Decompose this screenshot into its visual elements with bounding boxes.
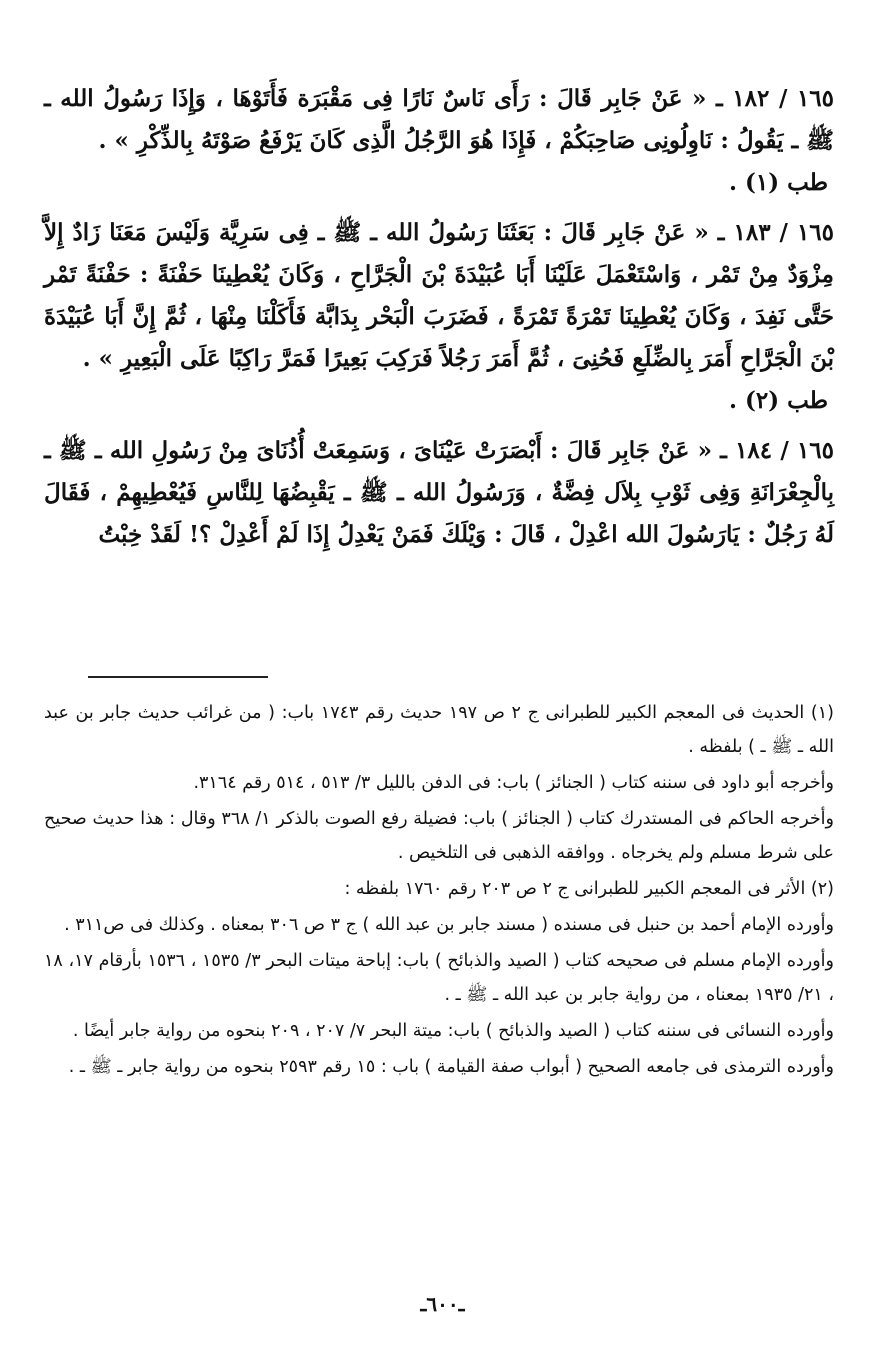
footnote-line: وأورده النسائى فى سننه كتاب ( الصيد والذبائح ) باب: ميتة البحر ٧/ ٢٠٧ ، ٢٠٩ بنحوه من رواية جابر أيضًا . (72, 1021, 834, 1041)
footnote-line: وأخرجه أبو داود فى سننه كتاب ( الجنائز ) باب: فى الدفن بالليل ٣/ ٥١٣ ، ٥١٤ رقم ٣١٦٤. (193, 773, 834, 793)
hadith-entry-182 (44, 78, 834, 204)
hadith-source: طب (١) . (728, 169, 828, 196)
footnote-line: وأورده الترمذى فى جامعه الصحيح ( أبواب صفة القيامة ) باب : ١٥ رقم ٢٥٩٣ بنحوه من رواية جابر ـ ﷺ ـ . (68, 1057, 834, 1077)
page-number: ـ٦٠٠ـ (420, 1292, 465, 1316)
footnotes-section (44, 696, 834, 1086)
footnote-line: (١) الحديث فى المعجم الكبير للطبرانى ج ٢ ص ١٩٧ حديث رقم ١٧٤٣ باب: ( من غرائب حديث جابر بن عبد الله ـ ﷺ ـ ) بلفظه . (44, 703, 834, 757)
footnote-line: وأخرجه الحاكم فى المستدرك كتاب ( الجنائز ) باب: فضيلة رفع الصوت بالذكر ١/ ٣٦٨ وقال : هذا حديث صحيح على شرط مسلم ولم يخرجاه . ووافقه الذهبى فى التلخيص . (44, 809, 834, 863)
hadith-text-section (44, 78, 834, 564)
hadith-text: ١٦٥ / ١٨٤ ـ « عَنْ جَابِر قَالَ : أَبْصَرَتْ عَيْنَاىَ ، وَسَمِعَتْ أُذُنَاىَ مِنْ رَسُولِ الله ـ ﷺ ـ بِالْجِعْرَانَةِ وَفِى ثَوْبِ بِلاَل فِضَّةٌ ، وَرَسُولُ الله ـ ﷺ ـ يَقْبِضُهَا لِلنَّاسِ فَيُعْطِيهِمْ ، فَقَالَ لَهُ رَجُلٌ : يَارَسُولَ الله اعْدِلْ ، قَالَ : وَيْلَكَ فَمَنْ يَعْدِلُ إِذَا لَمْ أَعْدِلْ ؟! لَقَدْ خِبْتُ (44, 437, 834, 548)
hadith-text: ١٦٥ / ١٨٣ ـ « عَنْ جَابِر قَالَ : بَعَثَنَا رَسُولُ الله ـ ﷺ ـ فِى سَرِيَّة وَلَيْسَ مَعَنَا زَادٌ إِلاَّ مِزْوَدٌ مِنْ تَمْر ، وَاسْتَعْمَلَ عَلَيْنَا أَبَا عُبَيْدَةَ بْنَ الْجَرَّاحِ ، وَكَانَ يُعْطِينَا حَفْنَةً : حَفْنَةً تَمْر حَتَّى نَفِدَ ، وَكَانَ يُعْطِينَا تَمْرَةً تَمْرَةً ، فَضَرَبَ الْبَحْر بِدَابَّة فَأَكَلْنَا مِنْهَا ، ثُمَّ إِنَّ أَبَا عُبَيْدَةَ بْنَ الْجَرَّاحِ أَمَرَ بِالضِّلَعِ فَحُنِىَ ، ثُمَّ أَمَرَ رَجُلاً فَرَكِبَ بَعِيرًا فَمَرَّ رَاكِبًا عَلَى الْبَعِيرِ » . (44, 219, 834, 372)
footnote-line: وأورده الإمام مسلم فى صحيحه كتاب ( الصيد والذبائح ) باب: إباحة ميتات البحر ٣/ ١٥٣٥ ، ١٥٣٦ بأرقام ١٧، ١٨ ، ٢١/ ١٩٣٥ بمعناه ، من رواية جابر بن عبد الله ـ ﷺ ـ . (44, 951, 834, 1005)
hadith-entry-183 (44, 212, 834, 422)
hadith-entry-184 (44, 430, 834, 556)
footnote-separator (88, 676, 268, 678)
footnote-line: وأورده الإمام أحمد بن حنبل فى مسنده ( مسند جابر بن عبد الله ) ج ٣ ص ٣٠٦ بمعناه . وكذلك فى ص٣١١ . (64, 915, 834, 935)
hadith-text: ١٦٥ / ١٨٢ ـ « عَنْ جَابِر قَالَ : رَأَى نَاسٌ نَارًا فِى مَقْبَرَة فَأَتَوْهَا ، وَإِذَا رَسُولُ الله ـ ﷺ ـ يَقُولُ : نَاوِلُونِى صَاحِبَكُمْ ، فَإِذَا هُوَ الرَّجُلُ الَّذِى كَانَ يَرْفَعُ صَوْتَهُ بِالذِّكْرِ » . (44, 85, 834, 154)
hadith-source: طب (٢) . (728, 387, 828, 414)
footnote-line: (٢) الأثر فى المعجم الكبير للطبرانى ج ٢ ص ٢٠٣ رقم ١٧٦٠ بلفظه : (344, 879, 834, 899)
